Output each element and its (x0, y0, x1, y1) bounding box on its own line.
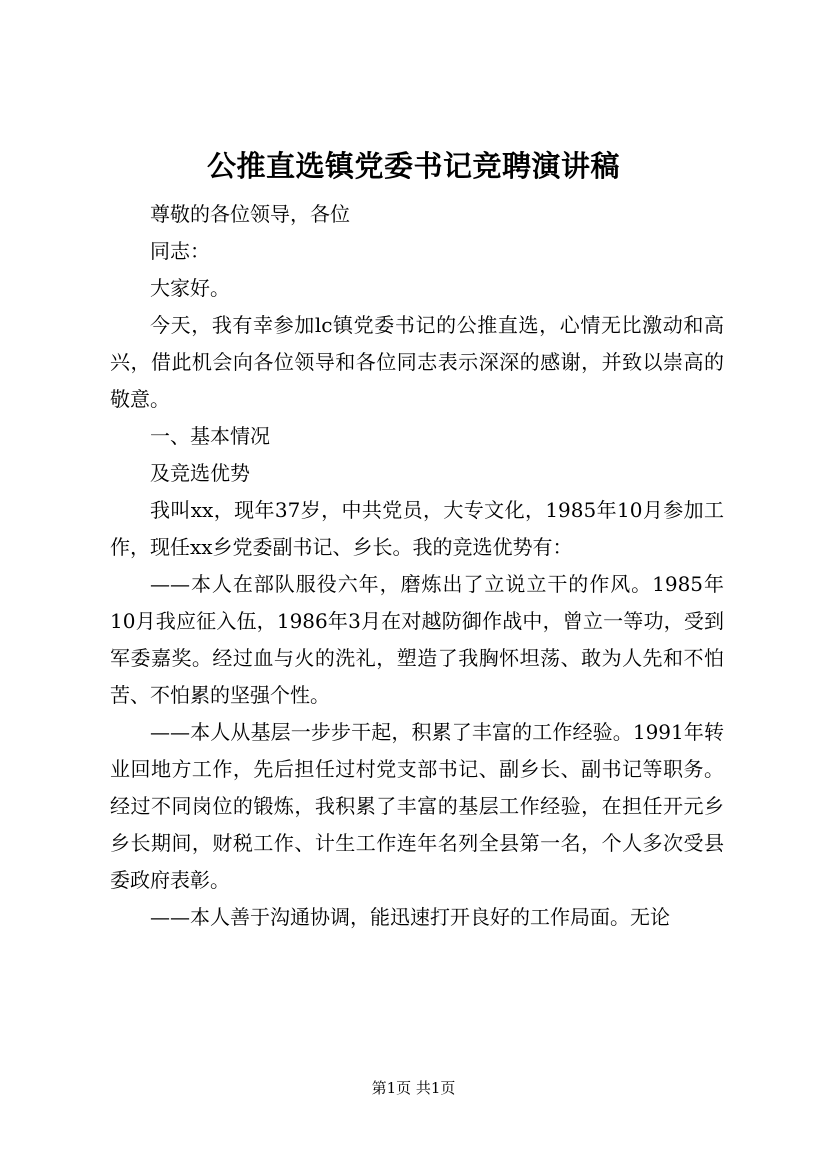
paragraph-military-service: ——本人在部队服役六年，磨炼出了立说立干的作风。1985年10月我应征入伍，1986年3月在对越防御作战中，曾立一等功，受到军委嘉奖。经过血与火的洗礼，塑造了我胸怀坦荡、敢为人先和不怕苦、不怕累的坚强个性。 (110, 572, 724, 707)
paragraph-communication: ——本人善于沟通协调，能迅速打开良好的工作局面。无论 (150, 905, 670, 929)
paragraph-grassroots-experience: ——本人从基层一步步干起，积累了丰富的工作经验。1991年转业回地方工作，先后担任过村党支部书记、副乡长、副书记等职务。经过不同岗位的锻炼，我积累了丰富的基层工作经验，在担任开元乡乡长期间，财税工作、计生工作连年名列全县第一名，个人多次受县委政府表彰。 (110, 720, 724, 892)
document-body (110, 196, 724, 936)
paragraph-opening: 今天，我有幸参加lc镇党委书记的公推直选，心情无比激动和高兴，借此机会向各位领导和各位同志表示深深的感谢，并致以崇高的敬意。 (110, 313, 724, 411)
page-footer: 第1页 共1页 (371, 1079, 456, 1097)
document-title: 公推直选镇党委书记竞聘演讲稿 (206, 149, 620, 183)
section-heading: 一、基本情况 (150, 424, 270, 448)
paragraph-salutation-continued: 同志： (150, 239, 210, 263)
paragraph-salutation: 尊敬的各位领导，各位 (150, 202, 350, 226)
paragraph-introduction: 我叫xx，现年37岁，中共党员，大专文化，1985年10月参加工作，现任xx乡党委副书记、乡长。我的竞选优势有： (110, 498, 724, 559)
paragraph-greeting: 大家好。 (150, 276, 230, 300)
section-heading-continued: 及竞选优势 (150, 461, 250, 485)
